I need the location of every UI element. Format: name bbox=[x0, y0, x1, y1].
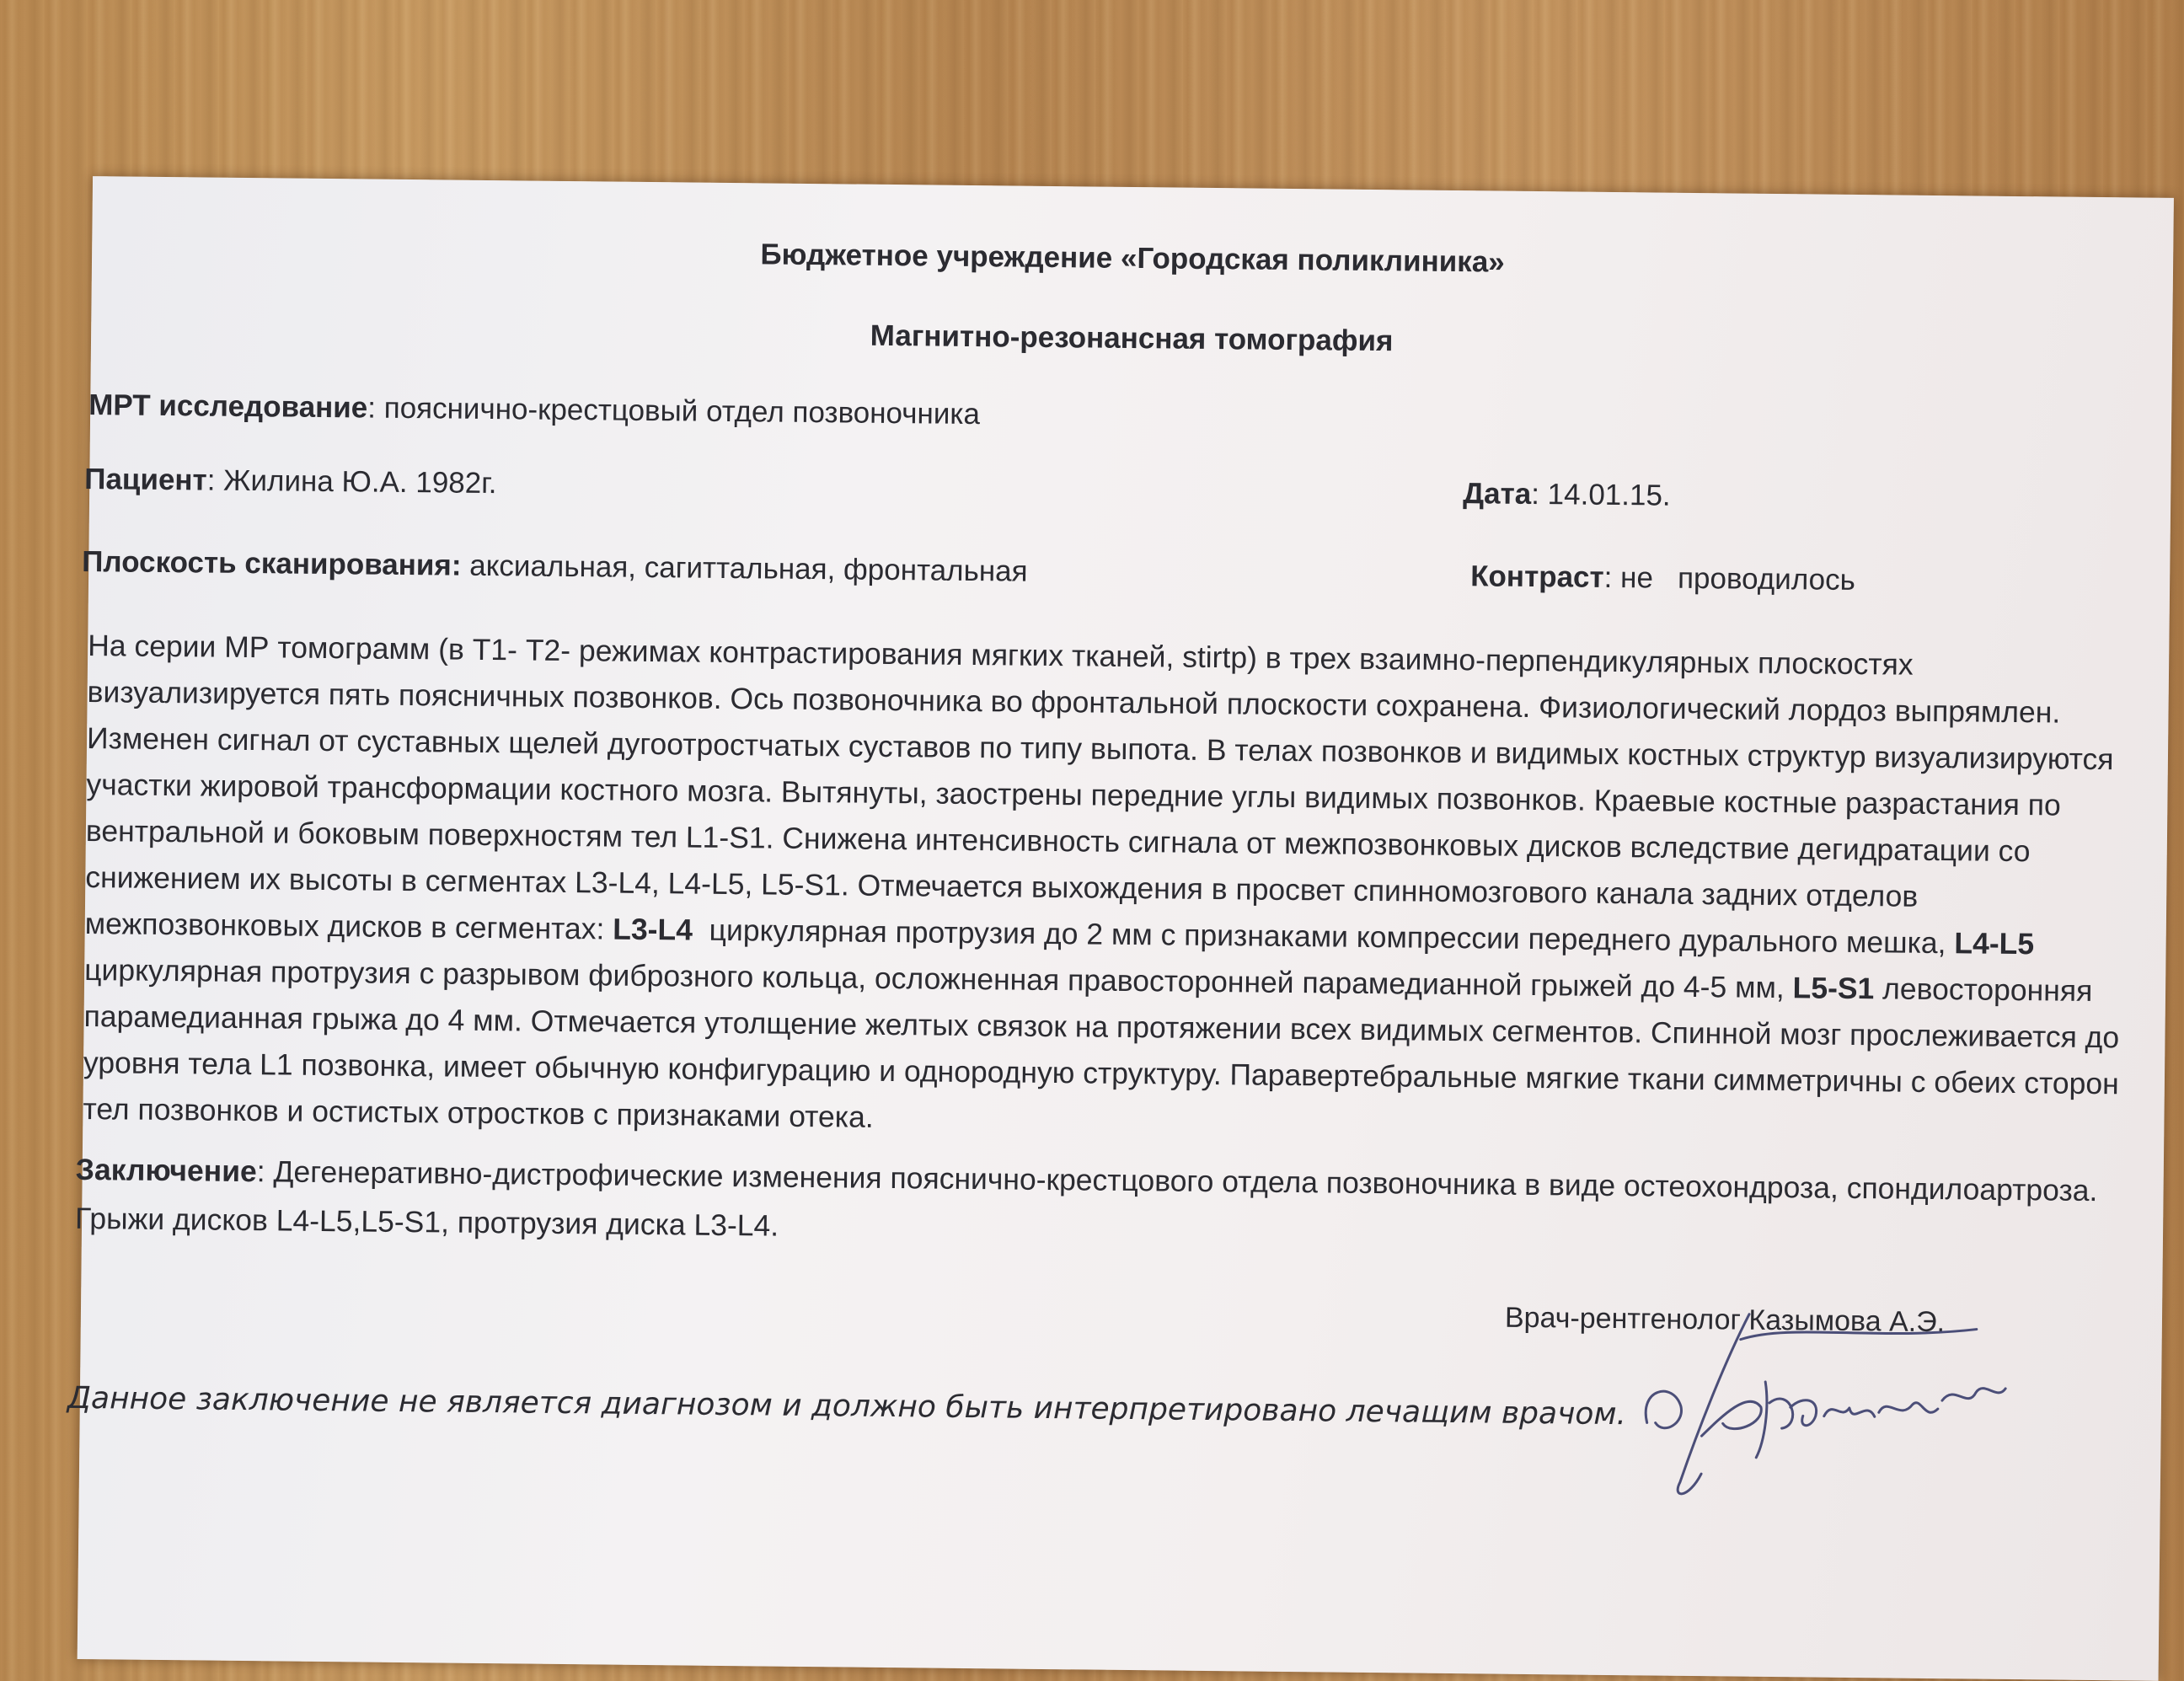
findings-text-span: межпозвонковых дисков в сегментах: bbox=[84, 907, 613, 946]
plane-value: аксиальная, сагиттальная, фронтальная bbox=[461, 549, 1028, 588]
conclusion-line: Грыжи дисков L4-L5,L5-S1, протрузия диска L3-L4. bbox=[74, 1201, 779, 1243]
findings-text-span: циркулярная протрузия до 2 мм с признаками компрессии переднего дурального мешка, bbox=[692, 913, 1955, 961]
findings-line: снижением их высоты в сегментах L3-L4, L4-L5, L5-S1. Отмечается выхождения в просвет спинномозгового канала задних отделов bbox=[85, 860, 1919, 913]
findings-line: тел позвонков и остистых отростков с признаками отека. bbox=[83, 1092, 874, 1134]
patient-value: : Жилина Ю.А. 1982г. bbox=[206, 463, 497, 501]
contrast-label: Контраст bbox=[1469, 559, 1604, 594]
plane-label: Плоскость сканирования: bbox=[82, 544, 462, 582]
patient-line bbox=[84, 463, 497, 501]
document-title: Магнитно-резонансная томография bbox=[870, 319, 1394, 358]
date-value: : 14.01.15. bbox=[1531, 477, 1671, 512]
segment-l3-l4: L3-L4 bbox=[613, 912, 693, 947]
findings-text bbox=[83, 623, 2135, 1154]
contrast-value: : не проводилось bbox=[1603, 560, 1856, 597]
findings-text-span: циркулярная протрузия с разрывом фиброзного кольца, осложненная правосторонней парамедианной грыжей до 4-5 мм, bbox=[83, 953, 1793, 1005]
contrast-line bbox=[1470, 559, 1855, 597]
findings-line: уровня тела L1 позвонка, имеет обычную конфигурацию и однородную структуру. Паравертебральные мягкие ткани симметричны с обеих сторон bbox=[83, 1046, 2119, 1101]
conclusion-label: Заключение bbox=[75, 1152, 257, 1189]
plane-line bbox=[82, 545, 1028, 589]
date-line bbox=[1463, 477, 1671, 513]
date-label: Дата bbox=[1463, 477, 1532, 511]
patient-label: Пациент bbox=[84, 462, 207, 497]
findings-text-span: левосторонняя bbox=[1874, 972, 2093, 1008]
signature-image bbox=[1621, 1288, 2062, 1511]
conclusion-text: : Дегенеративно-дистрофические изменения пояснично-крестцового отдела позвоночника в виде остеохондроза, спондилоартроза. bbox=[256, 1154, 2098, 1208]
institution-title: Бюджетное учреждение «Городская поликлиника» bbox=[760, 238, 1505, 279]
conclusion-block bbox=[75, 1145, 2140, 1265]
segment-l5-s1: L5-S1 bbox=[1792, 971, 1875, 1006]
findings-line: визуализируется пять поясничных позвонков. Ось позвоночника во фронтальной плоскости сохранена. Физиологический лордоз выпрямлен. bbox=[87, 675, 2061, 730]
findings-line: Изменен сигнал от суставных щелей дугоотростчатых суставов по типу выпота. В телах позвонков и видимых костных структур визуализируются bbox=[86, 721, 2114, 777]
findings-line: парамедианная грыжа до 4 мм. Отмечается утолщение желтых связок на протяжении всех видимых сегментов. Спинной мозг прослеживается до bbox=[83, 999, 2120, 1055]
segment-l4-l5: L4-L5 bbox=[1954, 926, 2035, 961]
doctor-name: Врач-рентгенолог Казымова А.Э. bbox=[1504, 1301, 1946, 1339]
study-label: МРТ исследование bbox=[88, 388, 368, 425]
study-line bbox=[88, 388, 980, 431]
report-sheet bbox=[67, 176, 2174, 1681]
findings-line: участки жировой трансформации костного мозга. Вытянуты, заострены передние углы видимых позвонков. Краевые костные разрастания по bbox=[86, 768, 2061, 822]
disclaimer: Данное заключение не является диагнозом и должно быть интерпретировано лечащим врачом. bbox=[67, 1380, 1627, 1432]
findings-line: На серии МР томограмм (в Т1- Т2- режимах контрастирования мягких тканей, stirtp) в трех взаимно-перпендикулярных плоскостях bbox=[88, 629, 1914, 682]
study-value: : пояснично-крестцовый отдел позвоночника bbox=[367, 391, 981, 431]
findings-line: вентральной и боковым поверхностям тел L1-S1. Снижена интенсивность сигнала от межпозвонковых дисков вследствие дегидратации со bbox=[85, 814, 2031, 869]
